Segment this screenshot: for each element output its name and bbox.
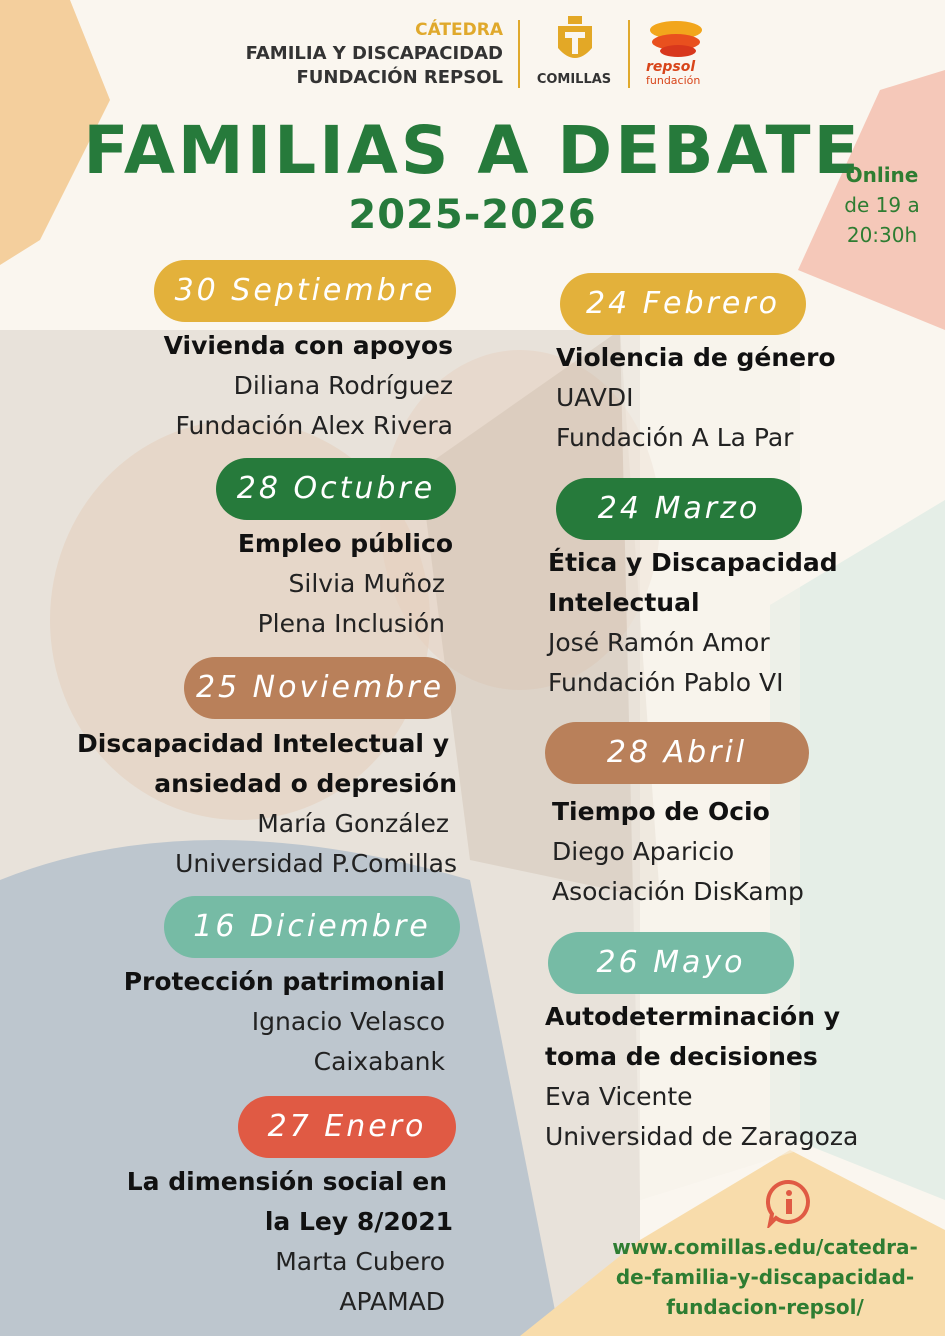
event-info [25, 962, 445, 1082]
event-info [545, 997, 935, 1157]
event-topic: ansiedad o depresión [154, 769, 457, 798]
repsol-logo-icon [648, 18, 704, 58]
online-info [828, 160, 936, 250]
event-topic: Discapacidad Intelectual y [77, 729, 449, 758]
header-title-block [246, 18, 503, 90]
event-organization: APAMAD [339, 1287, 445, 1316]
info-url[interactable] [600, 1232, 930, 1322]
event-date-pill: 26 Mayo [548, 932, 794, 994]
event-date-pill: 24 Febrero [560, 273, 806, 335]
event-organization: Asociación DisKamp [552, 877, 804, 906]
event-speaker: Marta Cubero [275, 1247, 445, 1276]
event-topic: Intelectual [548, 588, 700, 617]
event-organization: Fundación Alex Rivera [175, 411, 453, 440]
event-speaker: Silvia Muñoz [288, 569, 445, 598]
event-date-pill: 25 Noviembre [184, 657, 456, 719]
event-speaker: Diliana Rodríguez [233, 371, 453, 400]
comillas-crest-icon [550, 16, 600, 70]
repsol-label [646, 60, 700, 88]
event-topic: Autodeterminación y [545, 1002, 841, 1031]
event-info [548, 543, 928, 703]
info-icon [764, 1178, 814, 1228]
info-url-line-3[interactable]: fundacion-repsol/ [666, 1295, 864, 1319]
event-organization: Plena Inclusión [257, 609, 445, 638]
online-time-2: 20:30h [846, 223, 918, 247]
event-info [552, 792, 932, 912]
online-label: Online [845, 163, 919, 187]
event-date-pill: 28 Abril [545, 722, 809, 784]
event-speaker: UAVDI [556, 383, 634, 412]
header-separator-1 [518, 20, 520, 88]
event-speaker: Ignacio Velasco [251, 1007, 445, 1036]
event-date-pill: 30 Septiembre [154, 260, 456, 322]
event-topic: La dimensión social en [126, 1167, 447, 1196]
event-date-pill: 28 Octubre [216, 458, 456, 520]
event-topic: la Ley 8/2021 [264, 1207, 453, 1236]
event-speaker: María González [257, 809, 449, 838]
event-date-pill: 24 Marzo [556, 478, 802, 540]
event-speaker: Eva Vicente [545, 1082, 693, 1111]
page-years: 2025-2026 [348, 192, 597, 238]
event-info [33, 1162, 453, 1322]
header-line-1: FAMILIA Y DISCAPACIDAD [245, 43, 503, 64]
event-topic: Vivienda con apoyos [163, 331, 453, 360]
event-organization: Caixabank [313, 1047, 445, 1076]
event-organization: Universidad de Zaragoza [545, 1122, 859, 1151]
header-line-2: FUNDACIÓN REPSOL [296, 67, 503, 88]
event-topic: Violencia de género [556, 343, 836, 372]
header-separator-2 [628, 20, 630, 88]
event-info [33, 326, 453, 446]
event-topic: toma de decisiones [545, 1042, 818, 1071]
event-info [17, 724, 457, 884]
comillas-label: COMILLAS [536, 72, 612, 87]
event-organization: Fundación A La Par [556, 423, 794, 452]
event-date-pill: 27 Enero [238, 1096, 456, 1158]
event-speaker: José Ramón Amor [548, 628, 770, 657]
info-url-line-1[interactable]: www.comillas.edu/catedra- [612, 1235, 918, 1259]
info-url-line-2[interactable]: de-familia-y-discapacidad- [615, 1265, 915, 1289]
event-info [556, 338, 936, 458]
event-topic: Empleo público [237, 529, 453, 558]
event-info [25, 524, 453, 644]
repsol-sub: fundación [646, 74, 701, 87]
event-organization: Universidad P.Comillas [175, 849, 457, 878]
header-catedra: CÁTEDRA [415, 20, 503, 40]
event-topic: Ética y Discapacidad [548, 548, 838, 577]
repsol-name: repsol [646, 59, 696, 75]
event-speaker: Diego Aparicio [552, 837, 735, 866]
online-time-1: de 19 a [844, 193, 920, 217]
event-topic: Tiempo de Ocio [552, 797, 770, 826]
event-date-pill: 16 Diciembre [164, 896, 460, 958]
event-organization: Fundación Pablo VI [548, 668, 784, 697]
page-title: FAMILIAS A DEBATE [83, 112, 862, 189]
event-topic: Protección patrimonial [123, 967, 445, 996]
